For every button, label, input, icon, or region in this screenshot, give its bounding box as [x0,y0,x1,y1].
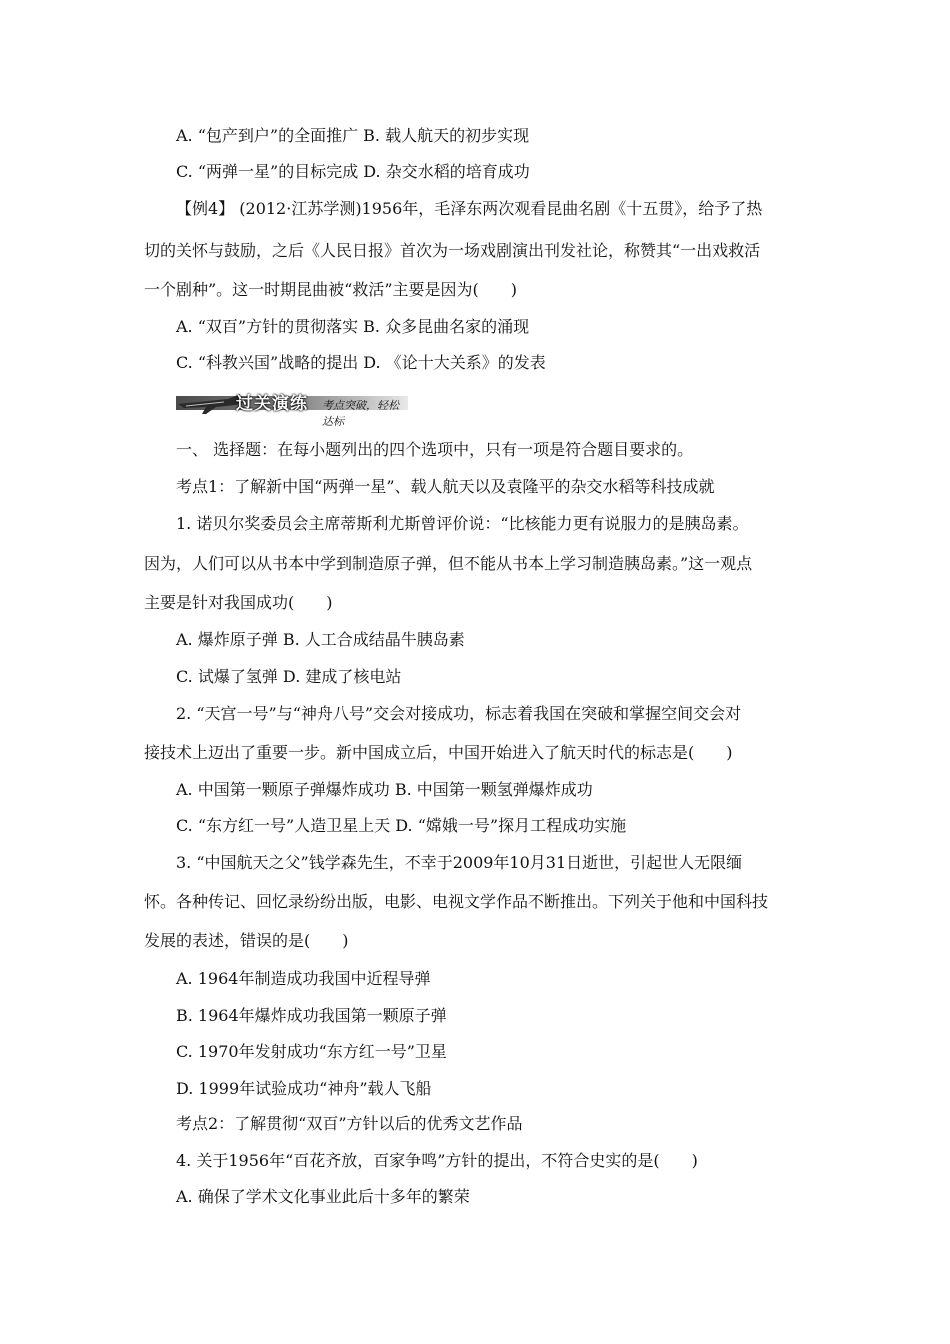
section-heading: 一、 选择题：在每小题列出的四个选项中，只有一项是符合题目要求的。 [176,440,694,459]
option-line: A. 爆炸原子弹 B. 人工合成结晶牛胰岛素 [176,630,465,649]
question-line: 1. 诺贝尔奖委员会主席蒂斯利尤斯曾评价说：“比核能力更有说服力的是胰岛素。 [176,514,749,533]
option-line: C. 试爆了氢弹 D. 建成了核电站 [176,667,402,686]
option-line: C. “东方红一号”人造卫星上天 D. “嫦娥一号”探月工程成功实施 [176,816,627,835]
topic-heading: 考点1：了解新中国“两弹一星”、载人航天以及袁隆平的杂交水稻等科技成就 [176,477,715,496]
paragraph-line: 接技术上迈出了重要一步。新中国成立后，中国开始进入了航天时代的标志是( ) [144,743,733,762]
paragraph-line: 怀。各种传记、回忆录纷纷出版，电影、电视文学作品不断推出。下列关于他和中国科技 [144,892,769,911]
option-line: A. 1964年制造成功我国中近程导弹 [176,969,431,988]
paragraph-line: 因为，人们可以从书本中学到制造原子弹，但不能从书本上学习制造胰岛素。”这一观点 [144,554,753,573]
banner-title: 过关演练 [236,394,308,414]
topic-heading: 考点2：了解贯彻“双百”方针以后的优秀文艺作品 [176,1114,523,1133]
banner-subtitle: 考点突破，轻松达标 [322,399,399,428]
question-line: 3. “中国航天之父”钱学森先生，不幸于2009年10月31日逝世，引起世人无限缅 [176,853,743,872]
section-banner [176,388,408,428]
option-line: A. “包产到户”的全面推广 B. 载人航天的初步实现 [176,126,530,145]
option-line: C. 1970年发射成功“东方红一号”卫星 [176,1042,447,1061]
option-line: A. 确保了学术文化事业此后十多年的繁荣 [176,1187,470,1206]
option-line: D. 1999年试验成功“神舟”载人飞船 [176,1079,432,1098]
paragraph-line: 发展的表述，错误的是( ) [144,931,349,950]
option-line: A. “双百”方针的贯彻落实 B. 众多昆曲名家的涌现 [176,317,530,336]
question-line: 2. “天宫一号”与“神舟八号”交会对接成功，标志着我国在突破和掌握空间交会对 [176,704,742,723]
example-question: 【例4】 (2012·江苏学测)1956年，毛泽东两次观看昆曲名剧《十五贯》，给予了热 [176,199,763,218]
option-line: A. 中国第一颗原子弹爆炸成功 B. 中国第一颗氢弹爆炸成功 [176,780,593,799]
paragraph-line: 主要是针对我国成功( ) [144,593,333,612]
option-line: C. “两弹一星”的目标完成 D. 杂交水稻的培育成功 [176,162,530,181]
paragraph-line: 一个剧种”。这一时期昆曲被“救活”主要是因为( ) [144,280,518,299]
option-line: B. 1964年爆炸成功我国第一颗原子弹 [176,1006,447,1025]
paragraph-line: 切的关怀与鼓励，之后《人民日报》首次为一场戏剧演出刊发社论，称赞其“一出戏救活 [144,241,761,260]
option-line: C. “科教兴国”战略的提出 D. 《论十大关系》的发表 [176,353,546,372]
question-line: 4. 关于1956年“百花齐放，百家争鸣”方针的提出，不符合史实的是( ) [176,1151,698,1170]
